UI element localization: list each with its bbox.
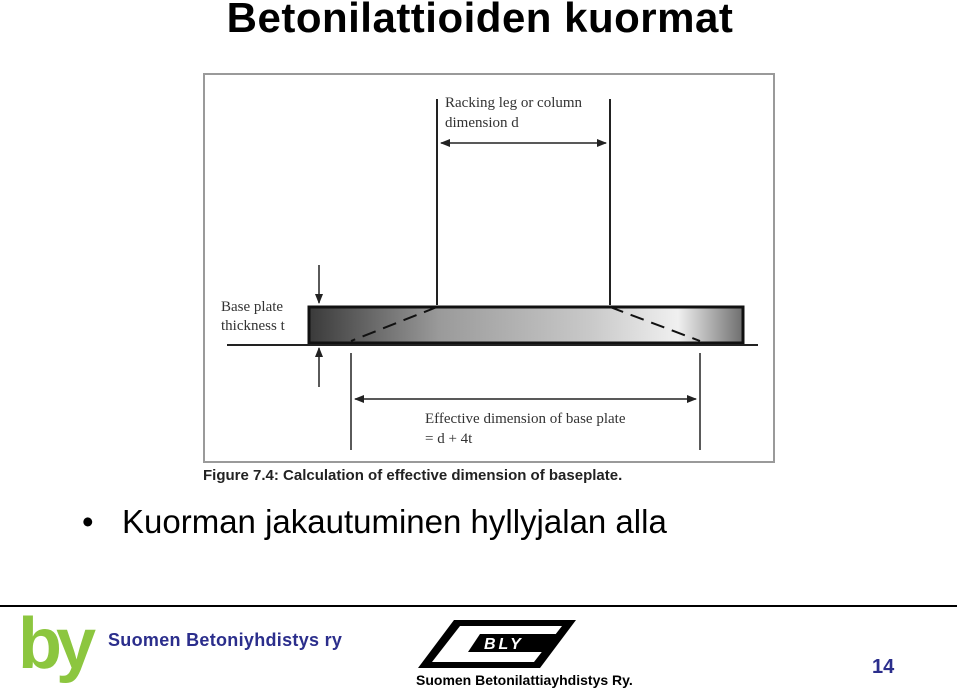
leg-dimension-label-2: dimension d — [445, 115, 519, 131]
base-plate-label-1: Base plate — [221, 299, 284, 315]
by-logo-text: by — [18, 612, 91, 684]
bullet-item — [82, 503, 667, 541]
footer-divider — [0, 605, 957, 607]
bly-logo-text: BLY — [484, 636, 524, 653]
org-name-right: Suomen Betonilattiayhdistys Ry. — [416, 672, 633, 688]
baseplate-diagram — [205, 75, 773, 461]
base-plate — [309, 307, 743, 343]
effective-dimension-label-1: Effective dimension of base plate — [425, 411, 626, 427]
bly-logo — [416, 618, 578, 670]
figure-caption: Figure 7.4: Calculation of effective dimension of baseplate. — [203, 467, 623, 484]
slide-title: Betonilattioiden kuormat — [226, 0, 734, 41]
bullet-dot-icon: • — [82, 503, 94, 540]
org-name-left: Suomen Betoniyhdistys ry — [108, 630, 343, 650]
effective-dimension-label-2: = d + 4t — [425, 431, 473, 447]
figure-frame — [203, 73, 775, 463]
bullet-text: Kuorman jakautuminen hyllyjalan alla — [122, 503, 667, 540]
page-number: 14 — [872, 656, 895, 678]
leg-dimension-label-1: Racking leg or column — [445, 95, 583, 111]
by-logo — [18, 612, 98, 686]
base-plate-label-2: thickness t — [221, 318, 285, 334]
